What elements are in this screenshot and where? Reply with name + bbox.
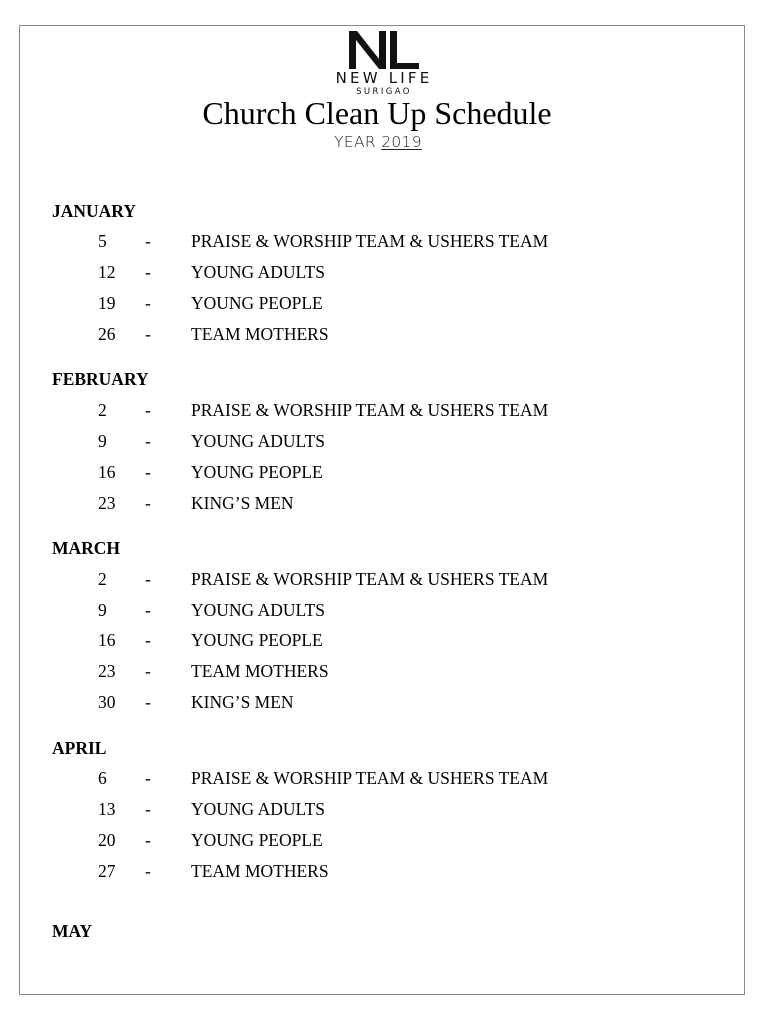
schedule-dash: - — [145, 462, 151, 482]
schedule-dash: - — [145, 493, 151, 513]
schedule-team: TEAM MOTHERS — [191, 324, 329, 344]
schedule-row — [0, 262, 768, 282]
schedule-dash: - — [145, 293, 151, 313]
schedule-day: 9 — [98, 600, 107, 620]
schedule-row — [0, 799, 768, 819]
schedule-day: 16 — [98, 630, 116, 650]
year-line — [0, 132, 756, 152]
schedule-dash: - — [145, 400, 151, 420]
schedule-dash: - — [145, 692, 151, 712]
schedule-dash: - — [145, 799, 151, 819]
schedule-dash: - — [145, 861, 151, 881]
schedule-dash: - — [145, 569, 151, 589]
schedule-row — [0, 600, 768, 620]
new-life-logo — [0, 0, 768, 100]
schedule-day: 6 — [98, 768, 107, 788]
schedule-dash: - — [145, 262, 151, 282]
month-heading: JANUARY — [52, 201, 136, 221]
year-value: 2019 — [381, 133, 422, 151]
schedule-day: 26 — [98, 324, 116, 344]
month-heading: MARCH — [52, 538, 121, 558]
schedule-team: YOUNG ADULTS — [191, 431, 326, 451]
schedule-team: YOUNG PEOPLE — [191, 830, 323, 850]
schedule-team: PRAISE & WORSHIP TEAM & USHERS TEAM — [191, 569, 549, 589]
schedule-team: YOUNG ADULTS — [191, 600, 326, 620]
schedule-day: 23 — [98, 661, 116, 681]
schedule-dash: - — [145, 431, 151, 451]
schedule-row — [0, 768, 768, 788]
schedule-row — [0, 861, 768, 881]
schedule-day: 27 — [98, 861, 116, 881]
schedule-day: 19 — [98, 293, 116, 313]
schedule-team: YOUNG PEOPLE — [191, 630, 323, 650]
schedule-row — [0, 493, 768, 513]
schedule-row — [0, 569, 768, 589]
schedule-team: KING’S MEN — [191, 692, 294, 712]
schedule-team: PRAISE & WORSHIP TEAM & USHERS TEAM — [191, 231, 549, 251]
schedule-day: 23 — [98, 493, 116, 513]
schedule-team: PRAISE & WORSHIP TEAM & USHERS TEAM — [191, 768, 549, 788]
schedule-day: 12 — [98, 262, 116, 282]
schedule-dash: - — [145, 830, 151, 850]
schedule-team: YOUNG PEOPLE — [191, 293, 323, 313]
schedule-row — [0, 400, 768, 420]
schedule-day: 5 — [98, 231, 107, 251]
schedule-team: TEAM MOTHERS — [191, 861, 329, 881]
schedule-day: 13 — [98, 799, 116, 819]
month-heading: APRIL — [52, 738, 107, 758]
schedule-team: YOUNG ADULTS — [191, 262, 326, 282]
schedule-team: YOUNG PEOPLE — [191, 462, 323, 482]
schedule-row — [0, 293, 768, 313]
schedule-row — [0, 324, 768, 344]
schedule-row — [0, 661, 768, 681]
schedule-dash: - — [145, 661, 151, 681]
schedule-dash: - — [145, 231, 151, 251]
schedule-team: KING’S MEN — [191, 493, 294, 513]
schedule-day: 16 — [98, 462, 116, 482]
schedule-day: 9 — [98, 431, 107, 451]
page-title: Church Clean Up Schedule — [202, 95, 552, 131]
schedule-row — [0, 830, 768, 850]
schedule-row — [0, 431, 768, 451]
schedule-dash: - — [145, 630, 151, 650]
schedule-row — [0, 231, 768, 251]
schedule-team: YOUNG ADULTS — [191, 799, 326, 819]
schedule-row — [0, 462, 768, 482]
schedule-team: TEAM MOTHERS — [191, 661, 329, 681]
schedule-day: 30 — [98, 692, 116, 712]
schedule-row — [0, 692, 768, 712]
schedule-day: 2 — [98, 400, 107, 420]
schedule-day: 2 — [98, 569, 107, 589]
brand-subtitle: SURIGAO — [356, 87, 412, 97]
schedule-team: PRAISE & WORSHIP TEAM & USHERS TEAM — [191, 400, 549, 420]
schedule-dash: - — [145, 768, 151, 788]
schedule-dash: - — [145, 324, 151, 344]
brand-name: NEW LIFE — [335, 69, 433, 87]
month-heading: MAY — [52, 921, 93, 941]
schedule-row — [0, 630, 768, 650]
schedule-dash: - — [145, 600, 151, 620]
month-heading: FEBRUARY — [52, 369, 149, 389]
year-label: YEAR — [334, 133, 376, 151]
nl-monogram-icon — [347, 29, 421, 71]
schedule-day: 20 — [98, 830, 116, 850]
